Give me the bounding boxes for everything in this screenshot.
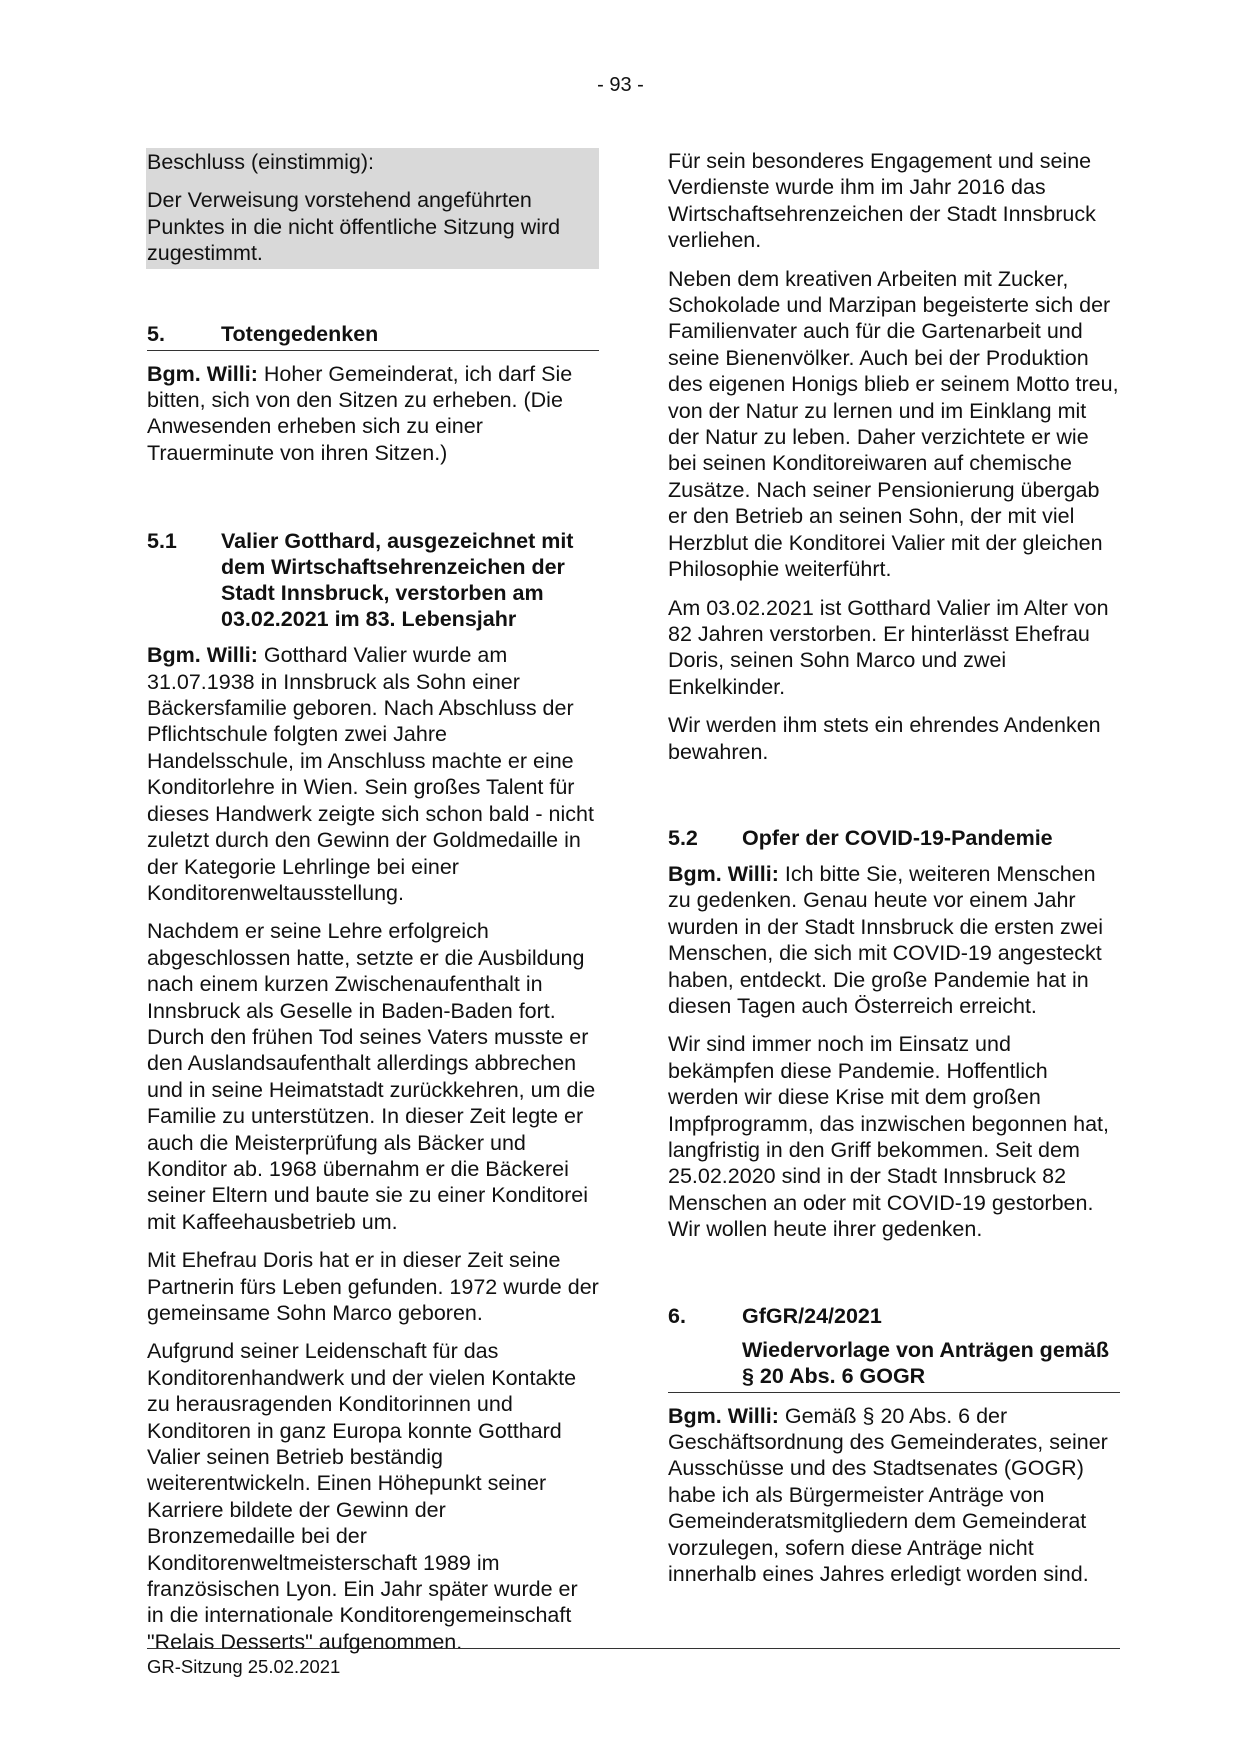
section-5-1-paragraph-2: Nachdem er seine Lehre erfolgreich abgeschlossen hatte, setzte er die Ausbildung nach einem kurzen Zwischenaufenthalt in Innsbruck als Geselle in Baden-Baden fort. Durch den frühen Tod seines Vaters musste er den Auslandsaufenthalt allerdings abbrechen und in seine Heimatstadt zurückkehren, um die Familie zu unterstützen. In dieser Zeit legte er auch die Meisterprüfung als Bäcker und Konditor ab. 1968 übernahm er die Bäckerei seiner Eltern und baute sie zu einer Konditorei mit Kaffeehausbetrieb um.	[147, 919, 596, 1234]
left-column	[147, 148, 599, 1667]
section-number: 5.	[147, 321, 165, 346]
speaker-label: Bgm. Willi:	[147, 361, 258, 386]
section-5-paragraph	[147, 361, 599, 467]
section-title: Opfer der COVID-19-Pandemie	[742, 825, 1053, 850]
resolution-label: Beschluss (einstimmig):	[147, 150, 374, 174]
section-5-2-paragraph-2: Wir sind immer noch im Einsatz und bekämpfen diese Pandemie. Hoffentlich werden wir diese Krise mit dem großen Impfprogramm, das inzwischen begonnen hat, langfristig in den Griff bekommen. Seit dem 25.02.2020 sind in der Stadt Innsbruck 82 Menschen an oder mit COVID-19 gestorben. Wir wollen heute ihrer gedenken.	[668, 1032, 1109, 1242]
section-5-1-paragraph-4: Aufgrund seiner Leidenschaft für das Konditorenhandwerk und der vielen Kontakte zu herausragenden Konditorinnen und Konditoren in ganz Europa konnte Gotthard Valier seinen Betrieb beständig weiterentwickeln. Einen Höhepunkt seiner Karriere bildete der Gewinn der Bronzemedaille bei der Konditorenweltmeisterschaft 1989 im französischen Lyon. Ein Jahr später wurde er in die internationale Konditorengemeinschaft "Relais Desserts" aufgenommen.	[147, 1339, 578, 1654]
resolution-text: Der Verweisung vorstehend angeführten Punktes in die nicht öffentliche Sitzung wird zugestimmt.	[147, 188, 561, 266]
section-6-paragraph	[668, 1403, 1120, 1588]
section-5-2-paragraph-1	[668, 861, 1120, 1019]
speaker-label: Bgm. Willi:	[668, 861, 779, 886]
section-5-2-heading	[668, 825, 1120, 851]
paragraph-text: Ich bitte Sie, weiteren Menschen zu gedenken. Genau heute vor einem Jahr wurden in der Stadt Innsbruck die ersten zwei Menschen, die sich mit COVID-19 angesteckt haben, entdeckt. Die große Pandemie hat in diesen Tagen auch Österreich erreicht.	[668, 861, 1104, 1018]
right-paragraph-2: Neben dem kreativen Arbeiten mit Zucker, Schokolade und Marzipan begeisterte sich der Familienvater auch für die Gartenarbeit und seine Bienenvölker. Auch bei der Produktion des eigenen Honigs blieb er seinem Motto treu, von der Natur zu lernen und im Einklang mit der Natur zu leben. Daher verzichtete er wie bei seinen Konditoreiwaren auf chemische Zusätze. Nach seiner Pensionierung übergab er den Betrieb an seinen Sohn, der mit viel Herzblut die Konditorei Valier mit der gleichen Philosophie weiterführt.	[668, 266, 1119, 582]
paragraph-text: Gemäß § 20 Abs. 6 der Geschäftsordnung des Gemeinderates, seiner Ausschüsse und des Stadtsenates (GOGR) habe ich als Bürgermeister Anträge von Gemeinderatsmitgliedern dem Gemeinderat vorzulegen, sofern diese Anträge nicht innerhalb eines Jahres erledigt worden sind.	[668, 1403, 1108, 1587]
page-number: - 93 -	[597, 74, 644, 96]
right-paragraph-4: Wir werden ihm stets ein ehrendes Andenken bewahren.	[668, 713, 1101, 764]
section-title: GfGR/24/2021	[742, 1303, 882, 1328]
right-paragraph-1: Für sein besonderes Engagement und seine Verdienste wurde ihm im Jahr 2016 das Wirtschaftsehrenzeichen der Stadt Innsbruck verliehen.	[668, 149, 1096, 253]
speaker-label: Bgm. Willi:	[668, 1403, 779, 1428]
speaker-label: Bgm. Willi:	[147, 643, 258, 668]
footer-divider	[147, 1648, 1120, 1649]
section-5-1-paragraph-1	[147, 642, 599, 906]
section-title: Valier Gotthard, ausgezeichnet mit dem Wirtschaftsehrenzeichen der Stadt Innsbruck, verstorben am 03.02.2021 im 83. Lebensjahr	[221, 529, 574, 632]
section-title: Totengedenken	[221, 321, 379, 346]
section-number: 5.1	[147, 529, 177, 554]
section-5-1-heading	[147, 528, 599, 632]
footer-text: GR-Sitzung 25.02.2021	[147, 1656, 341, 1677]
resolution-box	[146, 148, 599, 269]
section-number: 6.	[668, 1303, 686, 1328]
right-column	[668, 148, 1120, 1599]
paragraph-text: Gotthard Valier wurde am 31.07.1938 in Innsbruck als Sohn einer Bäckersfamilie geboren. Nach Abschluss der Pflichtschule folgten zwei Jahre Handelsschule, im Anschluss machte er eine Konditorlehre in Wien. Sein großes Talent für dieses Handwerk zeigte sich schon bald - nicht zuletzt durch den Gewinn der Goldmedaille in der Kategorie Lehrlinge bei einer Konditorenweltausstellung.	[147, 643, 594, 905]
section-5-1-paragraph-3: Mit Ehefrau Doris hat er in dieser Zeit seine Partnerin fürs Leben gefunden. 1972 wurde der gemeinsame Sohn Marco geboren.	[147, 1248, 599, 1325]
section-5-heading	[147, 321, 599, 351]
right-paragraph-3: Am 03.02.2021 ist Gotthard Valier im Alter von 82 Jahren verstorben. Er hinterlässt Ehefrau Doris, seinen Sohn Marco und zwei Enkelkinder.	[668, 595, 1109, 699]
paragraph-text: Hoher Gemeinderat, ich darf Sie bitten, sich von den Sitzen zu erheben. (Die Anwesenden erheben sich zu einer Trauerminute von ihren Sitzen.)	[147, 361, 573, 465]
section-number: 5.2	[668, 825, 698, 850]
section-6-heading	[668, 1303, 1120, 1329]
section-6-subtitle: Wiedervorlage von Anträgen gemäß § 20 Abs. 6 GOGR	[668, 1337, 1120, 1393]
